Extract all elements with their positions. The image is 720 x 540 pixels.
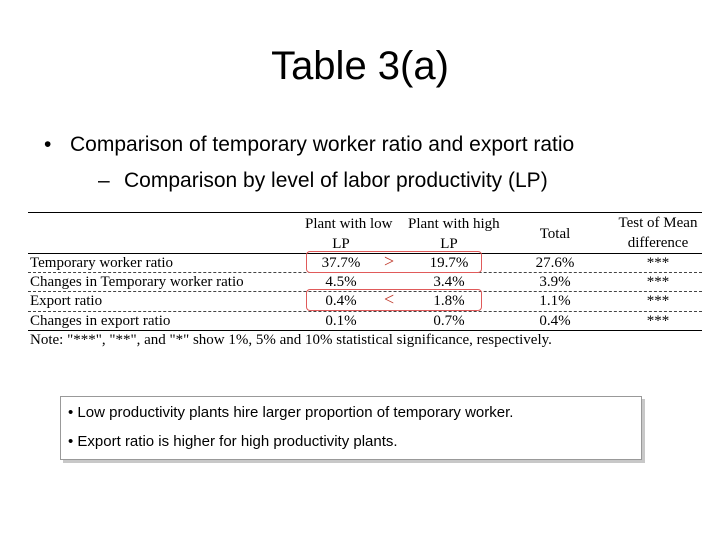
row-significance: *** [646, 255, 670, 271]
table-note: Note: "***", "**", and "*" show 1%, 5% and 10% statistical significance, respectively. [30, 332, 552, 348]
row-label: Export ratio [30, 293, 103, 309]
main-bullet-text: Comparison of temporary worker ratio and export ratio [70, 133, 575, 156]
row-low-value: 4.5% [325, 274, 357, 290]
row-high-value: 0.7% [433, 313, 465, 329]
row-label: Temporary worker ratio [30, 255, 174, 271]
summary-box [60, 396, 642, 460]
row-significance: *** [646, 274, 670, 290]
summary-line: • Low productivity plants hire larger proportion of temporary worker. [68, 404, 514, 421]
row-total-value: 1.1% [539, 293, 571, 309]
sub-bullet-text: Comparison by level of labor productivity (LP) [124, 169, 548, 192]
row-label: Changes in Temporary worker ratio [30, 274, 244, 290]
header-high-lp-2: LP [440, 236, 458, 252]
header-low-lp-2: LP [332, 236, 350, 252]
row-total-value: 27.6% [535, 255, 575, 271]
row-significance: *** [646, 293, 670, 309]
header-low-lp-1: Plant with low [305, 216, 393, 232]
sub-bullet-marker: – [98, 169, 110, 192]
row-low-value: 0.1% [325, 313, 357, 329]
row-high-value: 3.4% [433, 274, 465, 290]
highlight-temporary-ratio [306, 251, 482, 273]
table-top-rule [28, 212, 702, 213]
header-test-2: difference [627, 235, 689, 251]
row-significance: *** [646, 313, 670, 329]
header-total: Total [539, 226, 571, 242]
row-high-value: 19.7% [429, 255, 469, 271]
row-total-value: 0.4% [539, 313, 571, 329]
header-high-lp-1: Plant with high [408, 216, 500, 232]
comparison-sign: > [384, 251, 395, 271]
summary-line: • Export ratio is higher for high productivity plants. [68, 433, 398, 450]
bullet-marker: • [44, 133, 52, 156]
row-label: Changes in export ratio [30, 313, 171, 329]
slide-title: Table 3(a) [271, 44, 449, 88]
row-total-value: 3.9% [539, 274, 571, 290]
row-low-value: 37.7% [321, 255, 361, 271]
row-low-value: 0.4% [325, 293, 357, 309]
header-test-1: Test of Mean [618, 215, 698, 231]
row-high-value: 1.8% [433, 293, 465, 309]
comparison-sign: < [384, 289, 395, 309]
highlight-export-ratio [306, 289, 482, 311]
